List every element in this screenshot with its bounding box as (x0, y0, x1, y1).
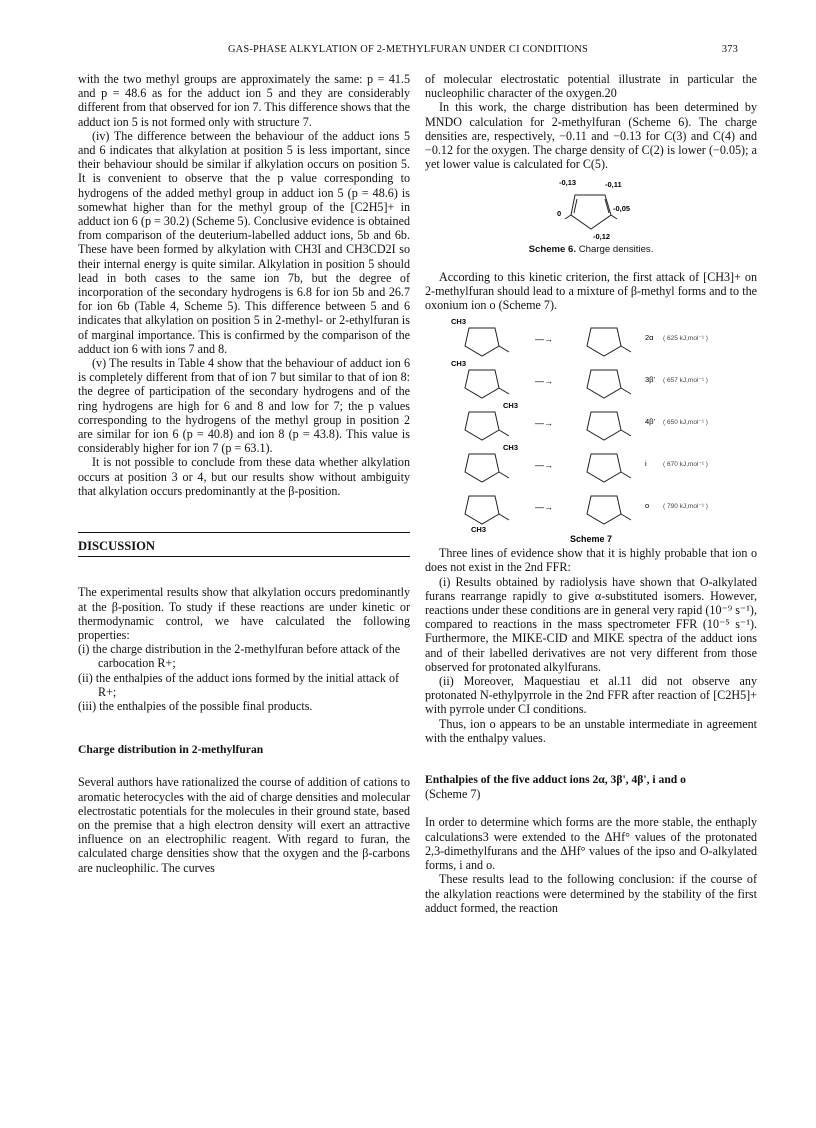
scheme7-caption: Scheme 7 (569, 534, 613, 545)
ch3-label: CH3 (471, 525, 487, 535)
paragraph: Several authors have rationalized the course of addition of cations to aromatic heterocycles with the aid of charge densities and molecular electrostatic potentials for the molecules in their ground state, based on the premise that a high electron density will exert an attractive influence on an electrophilic reagent. With regard to furan, the calculated charge densities show that the oxygen and the β-carbons are nucleophilic. The curves (78, 775, 410, 875)
ch3-label: CH3 (451, 359, 467, 369)
energy-label: ( 670 kJ,mol⁻¹ ) (663, 461, 708, 469)
left-column (78, 72, 410, 875)
scheme6-caption (425, 243, 757, 257)
methyl-bond (499, 472, 509, 478)
paragraph: The experimental results show that alkylation occurs predominantly at the β-position. To study if these reactions are under kinetic or thermodynamic control, we have calculated the following properties: (78, 585, 410, 642)
reaction-arrow: —→ (535, 376, 553, 387)
energy-label: ( 650 kJ,mol⁻¹ ) (663, 419, 708, 427)
running-title: GAS-PHASE ALKYLATION OF 2-METHYLFURAN UNDER CI CONDITIONS (227, 44, 589, 55)
paragraph: In order to determine which forms are the more stable, the enthaply calculations3 were extended to the ΔHf° values of the protonated 2,3-dimethylfurans and the ΔHf° values of the ipso and O-alkylated forms, i and o. (425, 815, 757, 873)
energy-label: ( 790 kJ,mol⁻¹ ) (663, 503, 708, 511)
energy-label: ( 657 kJ,mol⁻¹ ) (663, 377, 708, 385)
methyl-bond (621, 388, 631, 394)
reactant-ring (465, 370, 499, 398)
paragraph: with the two methyl groups are approximately the same: p = 41.5 and p = 48.6 as for the adduct ion 5 and they are considerably different from that observed for ion 7. This difference shows that the adduct ion 5 is not formed only with structure 7. (78, 72, 410, 129)
charge-label: -0,05 (613, 204, 631, 214)
subsection-heading-charge: Charge distribution in 2-methylfuran (78, 743, 264, 757)
product-ring (587, 412, 621, 440)
product-label: i (645, 459, 647, 469)
charge-label: 0 (557, 209, 562, 219)
paragraph: of molecular electrostatic potential illustrate in particular the nucleophilic character of the oxygen.20 (425, 72, 757, 101)
paragraph: These results lead to the following conclusion: if the course of the alkylation reactions were determined by the stability of the first adduct formed, the reaction (425, 872, 757, 915)
scheme7-figure (441, 314, 741, 546)
methyl-bond (499, 346, 509, 352)
methyl-bond (621, 472, 631, 478)
scheme7-row (451, 317, 708, 356)
heading-subtext: (Scheme 7) (425, 787, 481, 802)
product-ring (587, 328, 621, 356)
scheme7-row (465, 496, 708, 534)
methyl-bond (621, 346, 631, 352)
paragraph: (i) Results obtained by radiolysis have shown that O-alkylated furans rearrange rapidly to give α-substituted isomers. However, reactions under these conditions are in general very rapid (10⁻⁹ s⁻¹), compared to reactions in the mass spectrometer FFR (10⁻⁵ s⁻¹). Furthermore, the MIKE-CID and MIKE spectra of the adduct ions and of their labelled derivatives are not very different from those observed for protonated alkylfurans. (425, 574, 757, 674)
charge-label: -0,13 (559, 178, 577, 188)
methyl-bond (499, 388, 509, 394)
product-label: 4β' (645, 417, 655, 427)
methyl-bond (621, 430, 631, 436)
ch3-label: CH3 (451, 317, 467, 327)
scheme7-row (465, 401, 708, 440)
reactant-ring (465, 328, 499, 356)
product-ring (587, 370, 621, 398)
running-header (0, 44, 816, 60)
product-label: o (645, 501, 650, 511)
charge-label: -0,11 (605, 180, 622, 190)
list-item: (i) the charge distribution in the 2-methylfuran before attack of the carbocation R+; (78, 642, 401, 671)
list-item: (iii) the enthalpies of the possible final products. (78, 698, 313, 713)
ch3-label: CH3 (503, 443, 519, 453)
paragraph: Three lines of evidence show that it is highly probable that ion o does not exist in the 2nd FFR: (425, 546, 757, 575)
caption-label: Scheme 6. (528, 244, 577, 256)
methyl-bond (499, 514, 509, 520)
scheme6-figure (531, 175, 651, 241)
methyl-bond (621, 514, 631, 520)
reaction-arrow: —→ (535, 418, 553, 429)
reactant-ring (465, 496, 499, 524)
scheme7-row (451, 359, 708, 398)
spacer (425, 801, 757, 815)
ch3-label: CH3 (503, 401, 519, 411)
product-label: 2α (645, 333, 654, 343)
methyl-bond (499, 430, 509, 436)
product-ring (587, 496, 621, 524)
reactant-ring (465, 454, 499, 482)
caption-text: Charge densities. (578, 244, 654, 256)
paragraph: In this work, the charge distribution has been determined by MNDO calculation for 2-methylfuran (Scheme 6). The charge densities are, respectively, −0.11 and −0.13 for C(3) and C(4) and −0.12 for the oxygen. The charge density of C(2) is lower (−0.05); a yet lower value is calculated for C(5). (425, 100, 757, 172)
paragraph: (ii) Moreover, Maquestiau et al.11 did not observe any protonated N-ethylpyrrole in the 2nd FFR after reaction of [C2H5]+ with pyrrole under CI conditions. (425, 674, 757, 717)
paragraph: According to this kinetic criterion, the first attack of [CH3]+ on 2-methylfuran should lead to a mixture of β-methyl forms and to the oxonium ion o (Scheme 7). (425, 269, 757, 313)
paragraph: (v) The results in Table 4 show that the behaviour of adduct ion 6 is completely different from that of ion 7 but similar to that of ion 8: the degree of participation of the secondary hydrogens and of the ring hydrogens are high for 6 and 8 and low for 7; the p values corresponding to the hydrogens of the methyl group in position 2 are similar for ion 6 (p = 40.8) and ion 8 (p = 43.8). This value is considerably higher for ion 7 (p = 63.1). (78, 356, 410, 456)
spacer (78, 761, 410, 775)
paragraph: Thus, ion o appears to be an unstable intermediate in agreement with the enthalpy values. (425, 716, 757, 745)
reaction-arrow: —→ (535, 460, 553, 471)
section-heading-discussion: DISCUSSION (78, 532, 410, 557)
scheme7-row (465, 443, 708, 482)
product-ring (587, 454, 621, 482)
page-number: 373 (721, 44, 738, 55)
product-label: 3β' (645, 375, 655, 385)
paragraph: (iv) The difference between the behaviour of the adduct ions 5 and 6 indicates that alkylation at position 5 is less important, since their behaviour should be similar if alkylation occurs on position 5. It is convenient to observe that the p value corresponding to hydrogens of the added methyl group in adduct ion 5 (p = 48.6) is somewhat higher than for the methyl group of the [C2H5]+ in adduct ion 6 (p = 30.2) (Scheme 5). Conclusive evidence is obtained from comparison of the deuterium-labelled adduct ions, 5b and 6b. These have been formed by alkylation with CH3I and CH3CD2I so their internal energy is quite similar. Alkylation in position 5 should lead in both cases to the same ion 7b, but the degree of incorporation of the secondary hydrogens is 6.8 for ion 5b and 26.7 for ion 6b (Table 4, Scheme 5). This difference between 5 and 6 indicates that alkylation on position 5 in 2-methyl- or 2-ethylfuran is of marginal importance. This is confirmed by the comparison of the adduct ion 6 with ions 7 and 8. (78, 128, 410, 356)
reaction-arrow: —→ (535, 334, 553, 345)
reactant-ring (465, 412, 499, 440)
list-item: (ii) the enthalpies of the adduct ions formed by the initial attack of R+; (78, 670, 400, 699)
subsection-heading-enthalpies: Enthalpies of the five adduct ions 2α, 3β', 4β', i and o (425, 773, 686, 787)
reaction-arrow: —→ (535, 502, 553, 513)
right-column (425, 72, 757, 915)
paragraph: It is not possible to conclude from these data whether alkylation occurs at position 3 or 4, but our results show without ambiguity that alkylation occurs predominantly at the β-position. (78, 455, 410, 498)
charge-label: -0,12 (593, 232, 611, 242)
energy-label: ( 625 kJ,mol⁻¹ ) (663, 335, 708, 343)
